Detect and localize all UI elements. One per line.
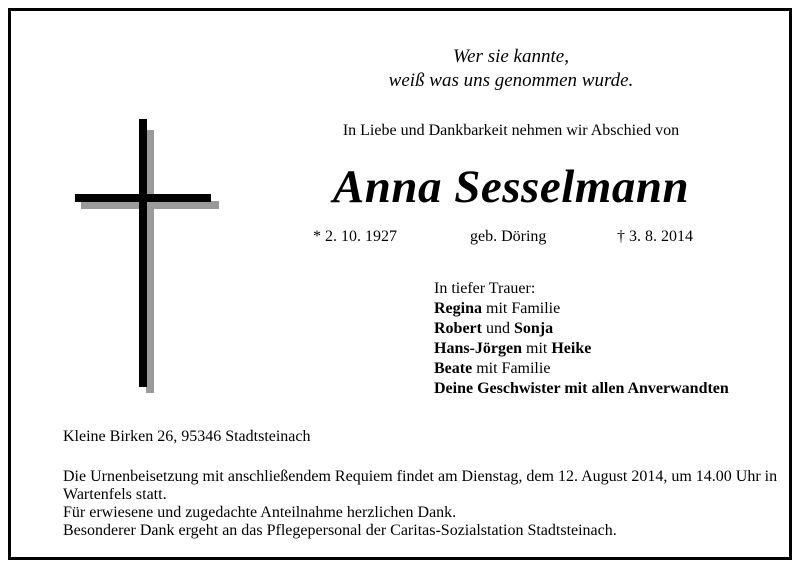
cross-icon <box>75 119 221 395</box>
mourner-row <box>434 379 729 399</box>
motto-line-2: weiß was uns genommen wurde. <box>388 70 634 91</box>
cross-shadow-vertical <box>146 130 154 393</box>
burial-notice: Die Urnenbeisetzung mit anschließendem Requiem findet am Dienstag, dem 12. August 2014, um 14.00 Uhr in Wartenfels statt. <box>63 468 778 503</box>
mourner-row <box>434 319 729 339</box>
mourner-relation: mit <box>522 340 552 357</box>
mourner-relation: mit Familie <box>482 300 561 317</box>
motto-line-1: Wer sie kannte, <box>453 46 569 67</box>
footer-text <box>63 468 783 540</box>
maiden-name: geb. Döring <box>470 228 547 245</box>
mourner-relation: und <box>481 320 514 337</box>
mourner-relation: mit Familie <box>472 360 551 377</box>
mourner-name: Beate <box>434 360 473 377</box>
obituary-notice <box>8 8 792 560</box>
address: Kleine Birken 26, 95346 Stadtsteinach <box>63 428 311 445</box>
mourner-row <box>434 359 729 379</box>
cross-horizontal-beam <box>75 194 211 202</box>
motto <box>311 45 711 93</box>
mourner-partner: Heike <box>551 340 592 357</box>
intro-text: In Liebe und Dankbarkeit nehmen wir Abschied von <box>342 122 680 139</box>
mourner-name: Regina <box>434 300 482 317</box>
thanks-line: Für erwiesene und zugedachte Anteilnahme herzlichen Dank. <box>63 504 457 521</box>
birth-date: * 2. 10. 1927 <box>313 228 397 245</box>
mourners-list <box>434 279 729 399</box>
deceased-name: Anna Sesselmann <box>332 161 690 213</box>
mourner-name: Robert <box>434 320 482 337</box>
mourner-row <box>434 339 729 359</box>
mourner-name: Hans-Jörgen <box>434 340 522 357</box>
mourner-name: Deine Geschwister mit allen Anverwandten <box>434 380 729 397</box>
cross-shadow-horizontal <box>81 201 219 209</box>
cross-vertical-beam <box>139 119 147 387</box>
mourner-partner: Sonja <box>513 320 554 337</box>
mourner-row <box>434 299 729 319</box>
mourners-heading: In tiefer Trauer: <box>434 280 536 297</box>
death-date: † 3. 8. 2014 <box>617 228 693 245</box>
special-thanks-line: Besonderer Dank ergeht an das Pflegepersonal der Caritas-Sozialstation Stadtsteinach. <box>63 522 617 539</box>
